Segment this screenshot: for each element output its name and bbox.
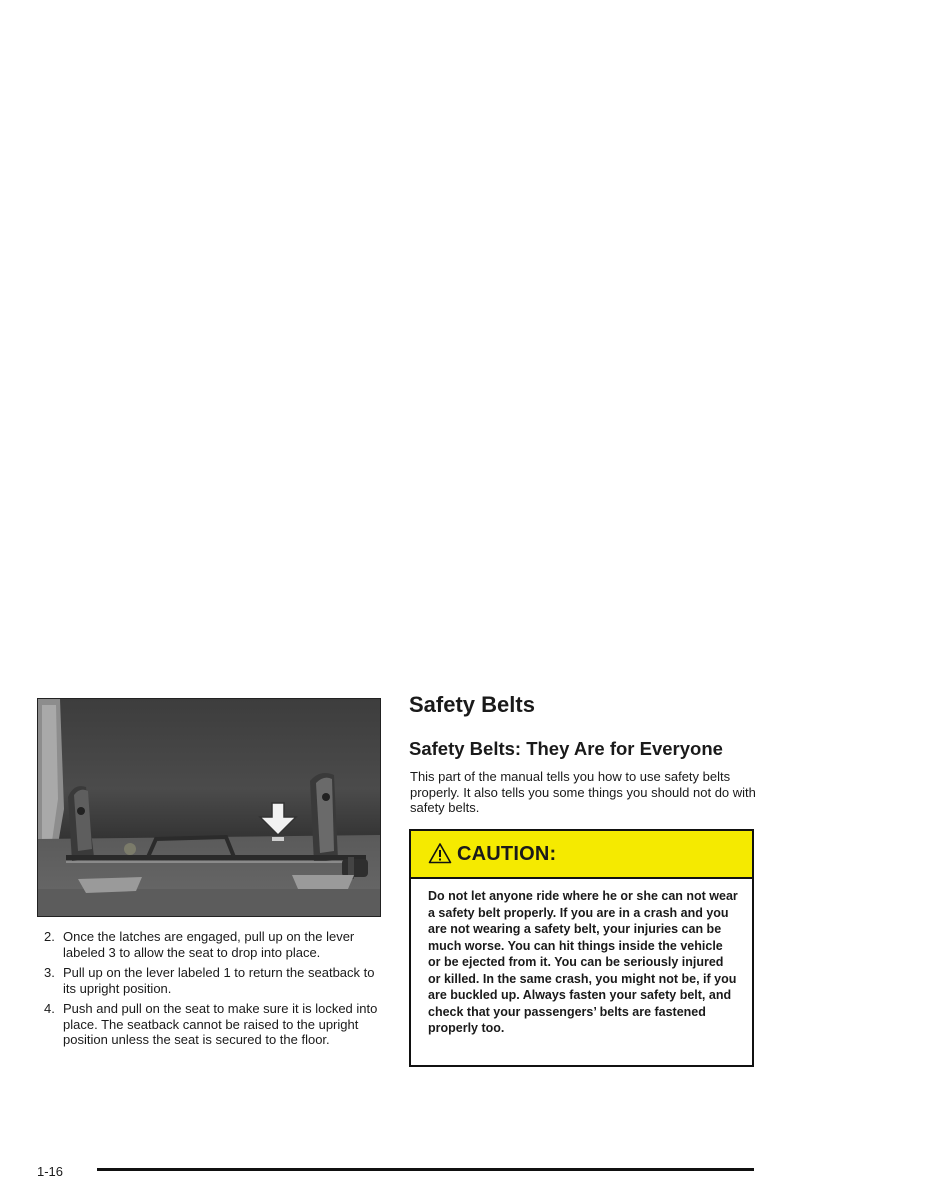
caution-header xyxy=(411,831,752,879)
step-text: Push and pull on the seat to make sure it is locked into place. The seatback cannot be raised to the upright position unless the seat is secured to the floor. xyxy=(63,1001,378,1047)
caution-box xyxy=(409,829,754,1067)
step-number: 3. xyxy=(44,965,55,980)
step-text: Pull up on the lever labeled 1 to return the seatback to its upright position. xyxy=(63,965,375,996)
caution-title: CAUTION: xyxy=(457,842,557,865)
list-item xyxy=(44,929,389,960)
caution-text: Do not let anyone ride where he or she can not wear a safety belt properly. If you are in a crash and you are not wearing a safety belt, your injuries can be much worse. You can hit things inside the vehicle or be ejected from it. You can be seriously injured or killed. In the same crash, you might not be, if you are buckled up. Always fasten your safety belt, and check that your passengers’ belts are fastened properly too. xyxy=(428,889,738,1035)
list-item xyxy=(44,965,389,996)
warning-triangle-icon xyxy=(428,842,452,864)
step-number: 4. xyxy=(44,1001,55,1016)
seat-latch-photo xyxy=(37,698,381,917)
list-item xyxy=(44,1001,389,1048)
step-text: Once the latches are engaged, pull up on the lever labeled 3 to allow the seat to drop into place. xyxy=(63,929,355,960)
footer-divider xyxy=(97,1168,754,1171)
section-subtitle: Safety Belts: They Are for Everyone xyxy=(409,738,723,759)
step-number: 2. xyxy=(44,929,55,944)
section-title: Safety Belts xyxy=(409,692,535,717)
intro-paragraph: This part of the manual tells you how to use safety belts properly. It also tells you some things you should not do with safety belts. xyxy=(410,769,756,815)
procedure-steps xyxy=(44,929,389,1053)
page-number: 1-16 xyxy=(37,1164,64,1179)
